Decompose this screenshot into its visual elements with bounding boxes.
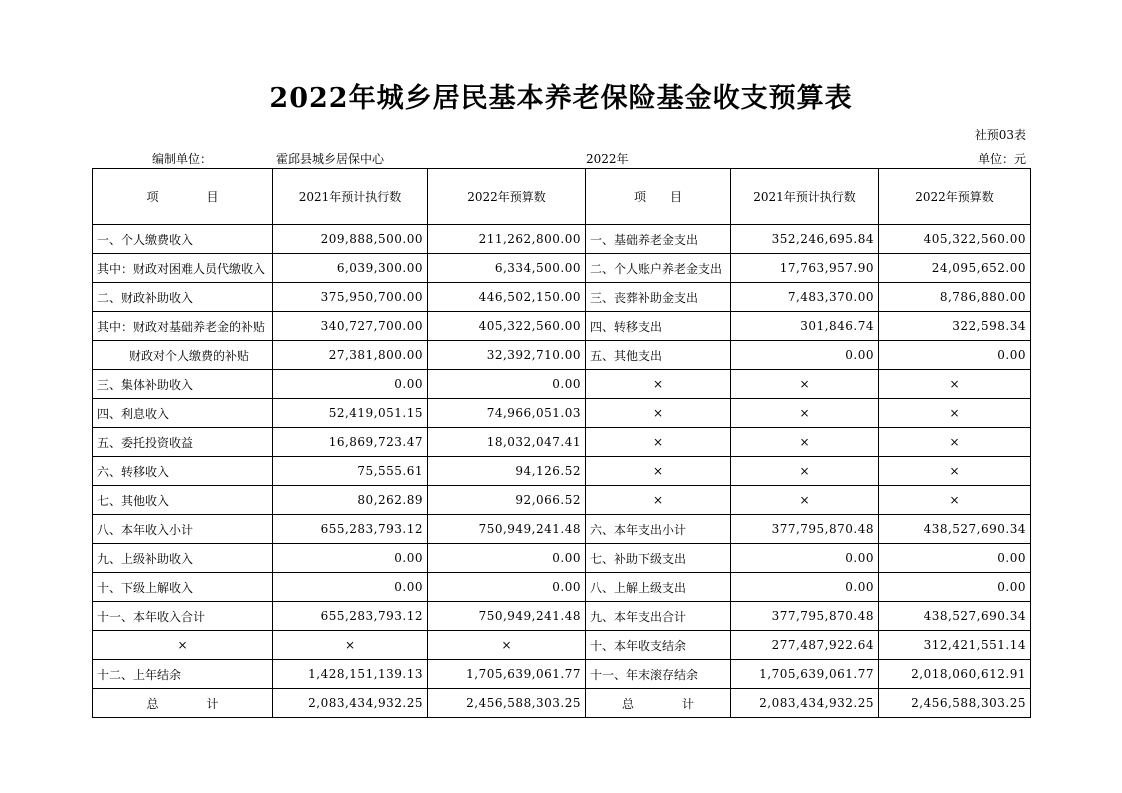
expense-2022-cell: 0.00: [879, 341, 1031, 370]
expense-2021-cell: 0.00: [731, 544, 879, 573]
income-2021-cell: 75,555.61: [273, 457, 428, 486]
expense-2022-cell: 438,527,690.34: [879, 515, 1031, 544]
expense-item-cell: ×: [586, 428, 731, 457]
income-2021-cell: 655,283,793.12: [273, 602, 428, 631]
table-row: [93, 544, 1031, 573]
income-2021-cell: 80,262.89: [273, 486, 428, 515]
income-2022-cell: 211,262,800.00: [428, 225, 586, 254]
income-item-cell: 十二、上年结余: [93, 660, 273, 689]
table-row: [93, 689, 1031, 718]
expense-item-cell: ×: [586, 486, 731, 515]
table-row: [93, 631, 1031, 660]
expense-2021-cell: 352,246,695.84: [731, 225, 879, 254]
unit-label: 编制单位：: [152, 152, 213, 166]
income-2022-cell: 0.00: [428, 370, 586, 399]
expense-item-cell: 十、本年收支结余: [586, 631, 731, 660]
table-row: [93, 486, 1031, 515]
income-2022-cell: 0.00: [428, 544, 586, 573]
page-title: 2022年城乡居民基本养老保险基金收支预算表: [269, 83, 853, 114]
income-2021-cell: 209,888,500.00: [273, 225, 428, 254]
table-row: [93, 573, 1031, 602]
expense-2022-cell: 2,456,588,303.25: [879, 689, 1031, 718]
expense-2022-cell: ×: [879, 457, 1031, 486]
header-expense-2022: 2022年预算数: [879, 169, 1031, 225]
income-2021-cell: ×: [273, 631, 428, 660]
income-2021-cell: 2,083,434,932.25: [273, 689, 428, 718]
expense-2021-cell: 0.00: [731, 573, 879, 602]
expense-2021-cell: 301,846.74: [731, 312, 879, 341]
expense-item-cell: 九、本年支出合计: [586, 602, 731, 631]
unit-name: 霍邱县城乡居保中心: [276, 152, 385, 166]
table-row: [93, 602, 1031, 631]
expense-item-cell: 一、基础养老金支出: [586, 225, 731, 254]
expense-item-cell: 三、丧葬补助金支出: [586, 283, 731, 312]
income-item-cell: 四、利息收入: [93, 399, 273, 428]
income-2021-cell: 52,419,051.15: [273, 399, 428, 428]
income-2022-cell: 2,456,588,303.25: [428, 689, 586, 718]
table-row: [93, 428, 1031, 457]
expense-2021-cell: ×: [731, 399, 879, 428]
table-row: [93, 660, 1031, 689]
income-2021-cell: 655,283,793.12: [273, 515, 428, 544]
expense-2021-cell: 2,083,434,932.25: [731, 689, 879, 718]
header-income-2022: 2022年预算数: [428, 169, 586, 225]
expense-item-cell: ×: [586, 457, 731, 486]
expense-item-cell: 七、补助下级支出: [586, 544, 731, 573]
table-row: [93, 283, 1031, 312]
header-income-2021: 2021年预计执行数: [273, 169, 428, 225]
header-income-item: 项 目: [93, 169, 273, 225]
income-2021-cell: 1,428,151,139.13: [273, 660, 428, 689]
table-row: [93, 399, 1031, 428]
income-2021-cell: 0.00: [273, 573, 428, 602]
income-item-cell: 财政对个人缴费的补贴: [93, 341, 273, 370]
income-item-cell: 一、个人缴费收入: [93, 225, 273, 254]
income-2022-cell: 0.00: [428, 573, 586, 602]
expense-2022-cell: 2,018,060,612.91: [879, 660, 1031, 689]
income-2022-cell: 94,126.52: [428, 457, 586, 486]
table-row: [93, 515, 1031, 544]
expense-item-cell: 二、个人账户养老金支出: [586, 254, 731, 283]
expense-2022-cell: 405,322,560.00: [879, 225, 1031, 254]
form-number: 社预03表: [974, 128, 1026, 142]
income-2022-cell: 405,322,560.00: [428, 312, 586, 341]
expense-item-cell: 八、上解上级支出: [586, 573, 731, 602]
currency-unit: 单位：元: [977, 152, 1026, 166]
income-2021-cell: 0.00: [273, 544, 428, 573]
expense-2022-cell: 8,786,880.00: [879, 283, 1031, 312]
expense-2021-cell: 7,483,370.00: [731, 283, 879, 312]
expense-2022-cell: ×: [879, 399, 1031, 428]
income-item-cell: 十一、本年收入合计: [93, 602, 273, 631]
income-item-cell: 三、集体补助收入: [93, 370, 273, 399]
expense-2021-cell: ×: [731, 428, 879, 457]
income-2022-cell: 1,705,639,061.77: [428, 660, 586, 689]
income-item-cell: 九、上级补助收入: [93, 544, 273, 573]
income-2021-cell: 27,381,800.00: [273, 341, 428, 370]
expense-item-cell: 四、转移支出: [586, 312, 731, 341]
income-2022-cell: 74,966,051.03: [428, 399, 586, 428]
income-2022-cell: 32,392,710.00: [428, 341, 586, 370]
expense-2022-cell: ×: [879, 370, 1031, 399]
income-2022-cell: 6,334,500.00: [428, 254, 586, 283]
expense-2022-cell: 438,527,690.34: [879, 602, 1031, 631]
income-item-cell: 八、本年收入小计: [93, 515, 273, 544]
income-2022-cell: 750,949,241.48: [428, 602, 586, 631]
expense-item-cell: 十一、年末滚存结余: [586, 660, 731, 689]
expense-2021-cell: 0.00: [731, 341, 879, 370]
expense-2022-cell: 0.00: [879, 573, 1031, 602]
expense-item-cell: 五、其他支出: [586, 341, 731, 370]
income-2021-cell: 16,869,723.47: [273, 428, 428, 457]
income-2022-cell: 92,066.52: [428, 486, 586, 515]
income-item-cell: ×: [93, 631, 273, 660]
expense-2021-cell: 277,487,922.64: [731, 631, 879, 660]
table-row: [93, 254, 1031, 283]
table-row: [93, 225, 1031, 254]
income-2022-cell: 446,502,150.00: [428, 283, 586, 312]
income-item-cell: 十、下级上解收入: [93, 573, 273, 602]
expense-item-cell: 总 计: [586, 689, 731, 718]
expense-2022-cell: 312,421,551.14: [879, 631, 1031, 660]
table-row: [93, 341, 1031, 370]
table-row: [93, 370, 1031, 399]
expense-2021-cell: 377,795,870.48: [731, 515, 879, 544]
expense-2022-cell: 0.00: [879, 544, 1031, 573]
income-item-cell: 七、其他收入: [93, 486, 273, 515]
table-row: [93, 312, 1031, 341]
income-item-cell: 五、委托投资收益: [93, 428, 273, 457]
income-item-cell: 六、转移收入: [93, 457, 273, 486]
expense-2021-cell: 377,795,870.48: [731, 602, 879, 631]
header-expense-item: 项 目: [586, 169, 731, 225]
income-2021-cell: 0.00: [273, 370, 428, 399]
income-2021-cell: 340,727,700.00: [273, 312, 428, 341]
expense-2021-cell: ×: [731, 370, 879, 399]
income-item-cell: 其中：财政对困难人员代缴收入: [93, 254, 273, 283]
income-item-cell: 总 计: [93, 689, 273, 718]
expense-2022-cell: 24,095,652.00: [879, 254, 1031, 283]
income-2021-cell: 6,039,300.00: [273, 254, 428, 283]
expense-2021-cell: ×: [731, 486, 879, 515]
expense-2022-cell: 322,598.34: [879, 312, 1031, 341]
table-header-row: [93, 169, 1031, 225]
expense-2022-cell: ×: [879, 428, 1031, 457]
expense-item-cell: 六、本年支出小计: [586, 515, 731, 544]
budget-table: [92, 168, 1031, 718]
income-item-cell: 二、财政补助收入: [93, 283, 273, 312]
income-2022-cell: 18,032,047.41: [428, 428, 586, 457]
expense-2021-cell: 1,705,639,061.77: [731, 660, 879, 689]
expense-2021-cell: ×: [731, 457, 879, 486]
expense-2022-cell: ×: [879, 486, 1031, 515]
income-2021-cell: 375,950,700.00: [273, 283, 428, 312]
expense-item-cell: ×: [586, 370, 731, 399]
budget-year: 2022年: [586, 152, 629, 166]
income-2022-cell: ×: [428, 631, 586, 660]
header-expense-2021: 2021年预计执行数: [731, 169, 879, 225]
income-2022-cell: 750,949,241.48: [428, 515, 586, 544]
table-row: [93, 457, 1031, 486]
income-item-cell: 其中：财政对基础养老金的补贴: [93, 312, 273, 341]
expense-item-cell: ×: [586, 399, 731, 428]
expense-2021-cell: 17,763,957.90: [731, 254, 879, 283]
